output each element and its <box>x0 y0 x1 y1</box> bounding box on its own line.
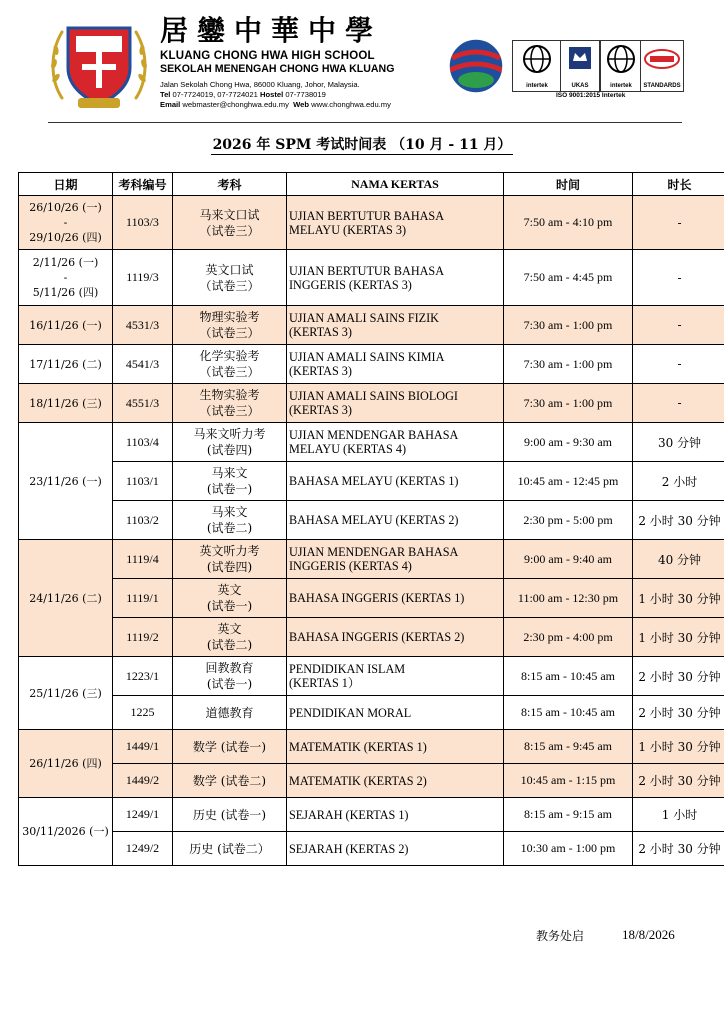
page-title <box>0 134 724 154</box>
cell-code: 4541/3 <box>113 345 173 384</box>
cell-subject: 回教教育 (试卷一) <box>173 657 287 696</box>
cell-code: 1449/2 <box>113 764 173 798</box>
table-row <box>19 423 724 462</box>
globe-emblem-logo <box>446 36 506 96</box>
cell-duration: 2 小时 30 分钟 <box>633 657 724 696</box>
cell-subject: 马来文听力考 (试卷四) <box>173 423 287 462</box>
cell-code: 4531/3 <box>113 306 173 345</box>
cell-time: 10:45 am - 1:15 pm <box>504 764 633 798</box>
cell-time: 8:15 am - 9:15 am <box>504 798 633 832</box>
cell-code: 1249/1 <box>113 798 173 832</box>
cell-subject: 马来文 (试卷二) <box>173 501 287 540</box>
cell-subject: 生物实验考 （试卷三） <box>173 384 287 423</box>
table-row <box>19 696 724 730</box>
cell-duration: 1 小时 30 分钟 <box>633 579 724 618</box>
table-row <box>19 798 724 832</box>
cell-duration: 1 小时 30 分钟 <box>633 618 724 657</box>
cell-time: 9:00 am - 9:40 am <box>504 540 633 579</box>
cell-paper-name: PENDIDIKAN MORAL <box>287 696 504 730</box>
table-row <box>19 540 724 579</box>
cell-time: 7:30 am - 1:00 pm <box>504 384 633 423</box>
cell-date: 23/11/26 (一) <box>19 423 113 540</box>
cell-code: 1103/3 <box>113 196 173 250</box>
cell-date: 30/11/2026 (一) <box>19 798 113 866</box>
cell-subject: 物理实验考 （试卷三） <box>173 306 287 345</box>
cell-time: 10:45 am - 12:45 pm <box>504 462 633 501</box>
cell-time: 7:30 am - 1:00 pm <box>504 306 633 345</box>
cell-duration: 30 分钟 <box>633 423 724 462</box>
ukas-certification-logo: UKAS <box>560 40 600 92</box>
cell-code: 1119/1 <box>113 579 173 618</box>
cell-paper-name: UJIAN BERTUTUR BAHASA INGGERIS (KERTAS 3) <box>287 250 504 306</box>
cell-date: 25/11/26 (三) <box>19 657 113 730</box>
cell-duration: - <box>633 250 724 306</box>
cell-time: 9:00 am - 9:30 am <box>504 423 633 462</box>
page-title-text: 2026 年 SPM 考试时间表 （10 月 - 11 月） <box>212 137 512 153</box>
cell-subject: 道德教育 <box>173 696 287 730</box>
cell-duration: - <box>633 196 724 250</box>
cell-date: 18/11/26 (三) <box>19 384 113 423</box>
cell-duration: - <box>633 345 724 384</box>
cell-duration: 2 小时 30 分钟 <box>633 696 724 730</box>
header-duration: 时长 <box>633 173 724 196</box>
cell-time: 10:30 am - 1:00 pm <box>504 832 633 866</box>
cell-paper-name: MATEMATIK (KERTAS 1) <box>287 730 504 764</box>
header-paper-name: NAMA KERTAS <box>287 173 504 196</box>
cell-time: 2:30 pm - 5:00 pm <box>504 501 633 540</box>
cell-duration: - <box>633 384 724 423</box>
cell-duration: - <box>633 306 724 345</box>
cell-paper-name: UJIAN AMALI SAINS FIZIK (KERTAS 3) <box>287 306 504 345</box>
table-row <box>19 764 724 798</box>
school-name-malay: SEKOLAH MENENGAH CHONG HWA KLUANG <box>160 63 395 75</box>
table-row <box>19 657 724 696</box>
cell-time: 8:15 am - 10:45 am <box>504 696 633 730</box>
cell-subject: 马来文口试 （试卷三） <box>173 196 287 250</box>
table-row <box>19 618 724 657</box>
cell-subject: 历史 (试卷一) <box>173 798 287 832</box>
school-phone-line: Tel 07-7724019, 07-7724021 Hostel 07-7738019 <box>160 90 326 99</box>
cell-date: 17/11/26 (二) <box>19 345 113 384</box>
school-header-text <box>160 14 450 110</box>
cell-code: 1119/3 <box>113 250 173 306</box>
school-name-english: KLUANG CHONG HWA HIGH SCHOOL <box>160 50 375 62</box>
cell-subject: 数学 (试卷一) <box>173 730 287 764</box>
table-row <box>19 384 724 423</box>
globe-icon <box>513 41 561 79</box>
cell-paper-name: BAHASA MELAYU (KERTAS 2) <box>287 501 504 540</box>
cell-paper-name: BAHASA INGGERIS (KERTAS 1) <box>287 579 504 618</box>
cell-paper-name: UJIAN MENDENGAR BAHASA MELAYU (KERTAS 4) <box>287 423 504 462</box>
table-row <box>19 579 724 618</box>
cell-paper-name: BAHASA INGGERIS (KERTAS 2) <box>287 618 504 657</box>
cell-time: 7:50 am - 4:10 pm <box>504 196 633 250</box>
issue-date: 18/8/2026 <box>622 927 675 942</box>
iso-certification-text: ISO 9001:2015 Intertek <box>556 92 626 99</box>
cell-time: 7:30 am - 1:00 pm <box>504 345 633 384</box>
cell-paper-name: UJIAN MENDENGAR BAHASA INGGERIS (KERTAS 4) <box>287 540 504 579</box>
table-row <box>19 462 724 501</box>
globe-icon <box>601 41 641 79</box>
table-row <box>19 250 724 306</box>
cell-paper-name: UJIAN BERTUTUR BAHASA MELAYU (KERTAS 3) <box>287 196 504 250</box>
cell-subject: 历史 (试卷二） <box>173 832 287 866</box>
cell-code: 1103/2 <box>113 501 173 540</box>
cell-subject: 马来文 (试卷一) <box>173 462 287 501</box>
table-header-row <box>19 173 724 196</box>
cell-subject: 英文听力考 (试卷四) <box>173 540 287 579</box>
header-divider <box>48 122 682 123</box>
school-crest-logo <box>48 18 150 110</box>
cell-date: 26/10/26 (一) - 29/10/26 (四) <box>19 196 113 250</box>
cell-subject: 英文 (试卷二) <box>173 618 287 657</box>
cell-code: 1449/1 <box>113 730 173 764</box>
standards-certification-logo: STANDARDS <box>640 40 684 92</box>
table-body <box>19 196 724 866</box>
crown-icon <box>561 41 599 79</box>
cell-subject: 英文口试 （试卷三） <box>173 250 287 306</box>
header-code: 考科编号 <box>113 173 173 196</box>
cell-date: 2/11/26 (一) - 5/11/26 (四) <box>19 250 113 306</box>
cell-duration: 2 小时 30 分钟 <box>633 501 724 540</box>
cell-paper-name: UJIAN AMALI SAINS BIOLOGI (KERTAS 3) <box>287 384 504 423</box>
cell-duration: 2 小时 30 分钟 <box>633 764 724 798</box>
cell-time: 8:15 am - 10:45 am <box>504 657 633 696</box>
cell-time: 7:50 am - 4:45 pm <box>504 250 633 306</box>
cell-time: 2:30 pm - 4:00 pm <box>504 618 633 657</box>
header-time: 时间 <box>504 173 633 196</box>
cell-time: 11:00 am - 12:30 pm <box>504 579 633 618</box>
cell-code: 1249/2 <box>113 832 173 866</box>
cell-duration: 2 小时 <box>633 462 724 501</box>
cell-date: 26/11/26 (四) <box>19 730 113 798</box>
header-subject: 考科 <box>173 173 287 196</box>
cell-code: 1223/1 <box>113 657 173 696</box>
cell-paper-name: PENDIDIKAN ISLAM (KERTAS 1） <box>287 657 504 696</box>
cell-code: 1119/4 <box>113 540 173 579</box>
cell-code: 1103/4 <box>113 423 173 462</box>
cell-code: 1103/1 <box>113 462 173 501</box>
cell-code: 1119/2 <box>113 618 173 657</box>
table-row <box>19 306 724 345</box>
school-address: Jalan Sekolah Chong Hwa, 86000 Kluang, Johor, Malaysia. <box>160 80 360 89</box>
header-date: 日期 <box>19 173 113 196</box>
cell-paper-name: BAHASA MELAYU (KERTAS 1) <box>287 462 504 501</box>
cell-duration: 1 小时 30 分钟 <box>633 730 724 764</box>
school-name-chinese: 居鑾中華中學 <box>160 14 383 47</box>
cell-date: 24/11/26 (二) <box>19 540 113 657</box>
cell-date: 16/11/26 (一) <box>19 306 113 345</box>
intertek-certification-logo: intertek <box>512 40 562 92</box>
exam-schedule-table <box>18 172 724 866</box>
cell-time: 8:15 am - 9:45 am <box>504 730 633 764</box>
cell-code: 1225 <box>113 696 173 730</box>
cell-subject: 化学实验考 （试卷三） <box>173 345 287 384</box>
cell-paper-name: MATEMATIK (KERTAS 2) <box>287 764 504 798</box>
cell-duration: 1 小时 <box>633 798 724 832</box>
table-row <box>19 730 724 764</box>
table-row <box>19 196 724 250</box>
cell-subject: 数学 (试卷二) <box>173 764 287 798</box>
school-contact-line: Email webmaster@chonghwa.edu.my Web www.chonghwa.edu.my <box>160 100 391 109</box>
table-row <box>19 345 724 384</box>
cell-duration: 40 分钟 <box>633 540 724 579</box>
letterhead <box>0 0 724 126</box>
table-row <box>19 832 724 866</box>
cell-code: 4551/3 <box>113 384 173 423</box>
cell-duration: 2 小时 30 分钟 <box>633 832 724 866</box>
cell-paper-name: UJIAN AMALI SAINS KIMIA (KERTAS 3) <box>287 345 504 384</box>
cell-paper-name: SEJARAH (KERTAS 1) <box>287 798 504 832</box>
table-row <box>19 501 724 540</box>
cell-paper-name: SEJARAH (KERTAS 2) <box>287 832 504 866</box>
issuing-office: 教务处启 <box>536 929 585 943</box>
cell-subject: 英文 (试卷一) <box>173 579 287 618</box>
intertek-certification-logo-2: intertek <box>600 40 642 92</box>
badge-icon <box>641 41 683 79</box>
